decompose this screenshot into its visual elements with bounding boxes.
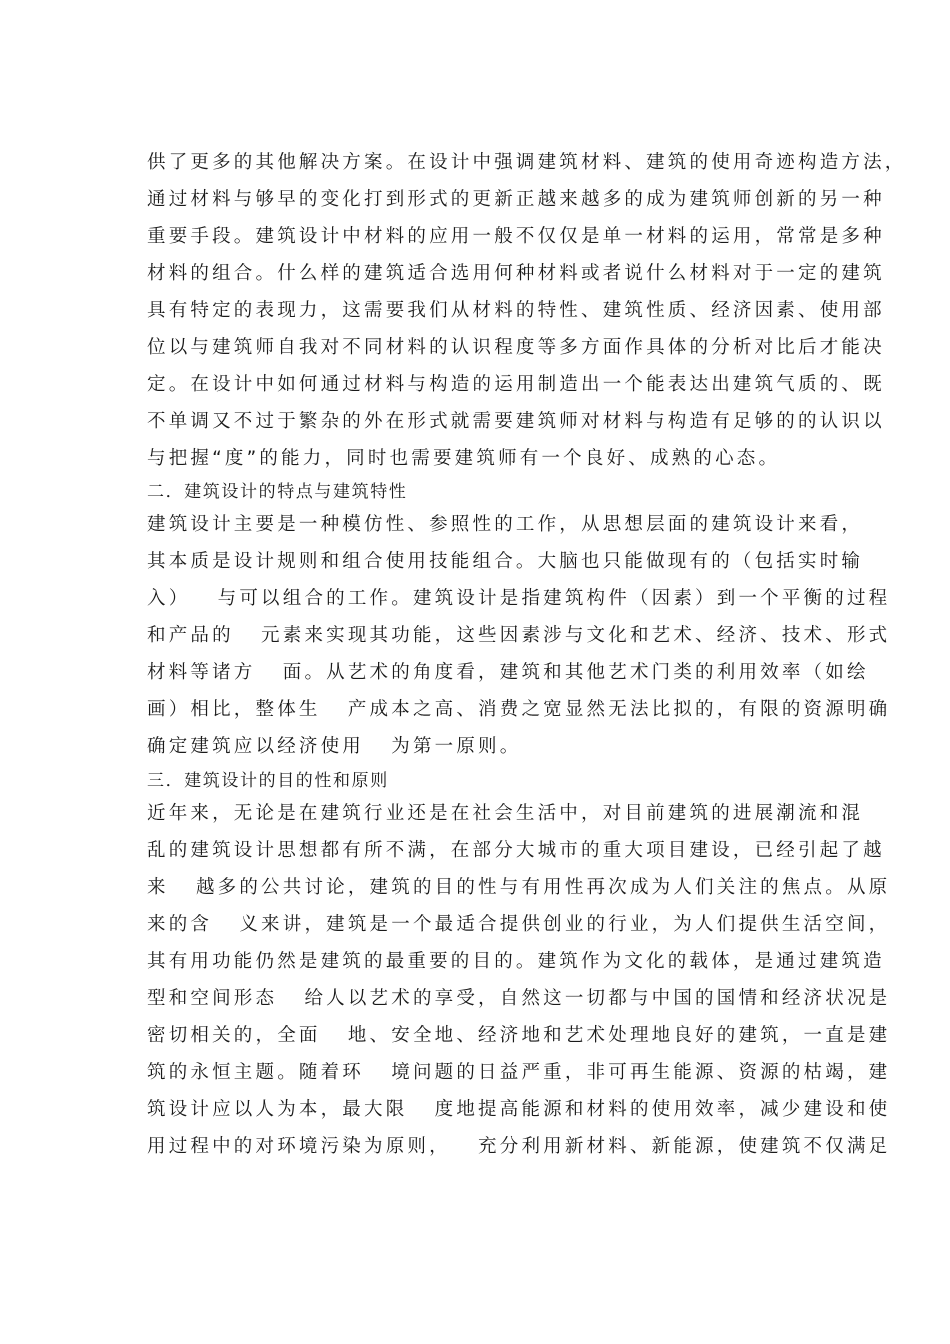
- text-line: 来 越多的公共讨论，建筑的目的性与有用性再次成为人们关注的焦点。从原: [147, 877, 891, 898]
- text-line: 定。在设计中如何通过材料与构造的运用制造出一个能表达出建筑气质的、既: [147, 374, 885, 395]
- text-line: 筑设计应以人为本，最大限 度地提高能源和材料的使用效率，减少建设和使: [147, 1099, 891, 1120]
- text-line: 其有用功能仍然是建筑的最重要的目的。建筑作为文化的载体，是通过建筑造: [147, 951, 885, 972]
- text-line: 不单调又不过于繁杂的外在形式就需要建筑师对材料与构造有足够的的认识以: [147, 411, 885, 432]
- text-line: 来的含 义来讲，建筑是一个最适合提供创业的行业，为人们提供生活空间，: [147, 914, 891, 935]
- text-line: 型和空间形态 给人以艺术的享受，自然这一切都与中国的国情和经济状况是: [147, 988, 891, 1009]
- text-line: 筑的永恒主题。随着环 境问题的日益严重，非可再生能源、资源的枯竭，建: [147, 1062, 891, 1083]
- text-line: 材料等诸方 面。从艺术的角度看，建筑和其他艺术门类的利用效率（如绘: [147, 662, 869, 683]
- text-line: 重要手段。建筑设计中材料的应用一般不仅仅是单一材料的运用，常常是多种: [147, 226, 885, 247]
- text-line: 画）相比，整体生 产成本之高、消费之宽显然无法比拟的，有限的资源明确: [147, 699, 891, 720]
- text-line: 通过材料与够早的变化打到形式的更新正越来越多的成为建筑师创新的另一种: [147, 189, 885, 210]
- text-line: 建筑设计主要是一种模仿性、参照性的工作，从思想层面的建筑设计来看，: [147, 514, 864, 535]
- text-line: 位以与建筑师自我对不同材料的认识程度等多方面作具体的分析对比后才能决: [147, 337, 885, 358]
- text-line: 用过程中的对环境污染为原则， 充分利用新材料、新能源，使建筑不仅满足: [147, 1136, 891, 1157]
- text-line: 具有特定的表现力，这需要我们从材料的特性、建筑性质、经济因素、使用部: [147, 300, 885, 321]
- text-line: 与把握“度”的能力，同时也需要建筑师有一个良好、成熟的心态。: [147, 448, 781, 469]
- section-heading: 二．建筑设计的特点与建筑特性: [147, 482, 408, 502]
- text-line: 材料的组合。什么样的建筑适合选用何种材料或者说什么材料对于一定的建筑: [147, 263, 885, 284]
- text-line: 近年来，无论是在建筑行业还是在社会生活中，对目前建筑的进展潮流和混: [147, 803, 864, 824]
- text-line: 供了更多的其他解决方案。在设计中强调建筑材料、建筑的使用奇迹构造方法，: [147, 152, 907, 173]
- text-line: 密切相关的，全面 地、安全地、经济地和艺术处理地良好的建筑，一直是建: [147, 1025, 891, 1046]
- section-heading: 三．建筑设计的目的性和原则: [147, 771, 389, 791]
- text-line: 确定建筑应以经济使用 为第一原则。: [147, 736, 522, 757]
- text-line: 其本质是设计规则和组合使用技能组合。大脑也只能做现有的（包括实时输: [147, 551, 864, 572]
- text-line: 乱的建筑设计思想都有所不满，在部分大城市的重大项目建设，已经引起了越: [147, 840, 885, 861]
- text-line: 和产品的 元素来实现其功能，这些因素涉与文化和艺术、经济、技术、形式: [147, 625, 891, 646]
- text-line: 入） 与可以组合的工作。建筑设计是指建筑构件（因素）到一个平衡的过程: [147, 588, 891, 609]
